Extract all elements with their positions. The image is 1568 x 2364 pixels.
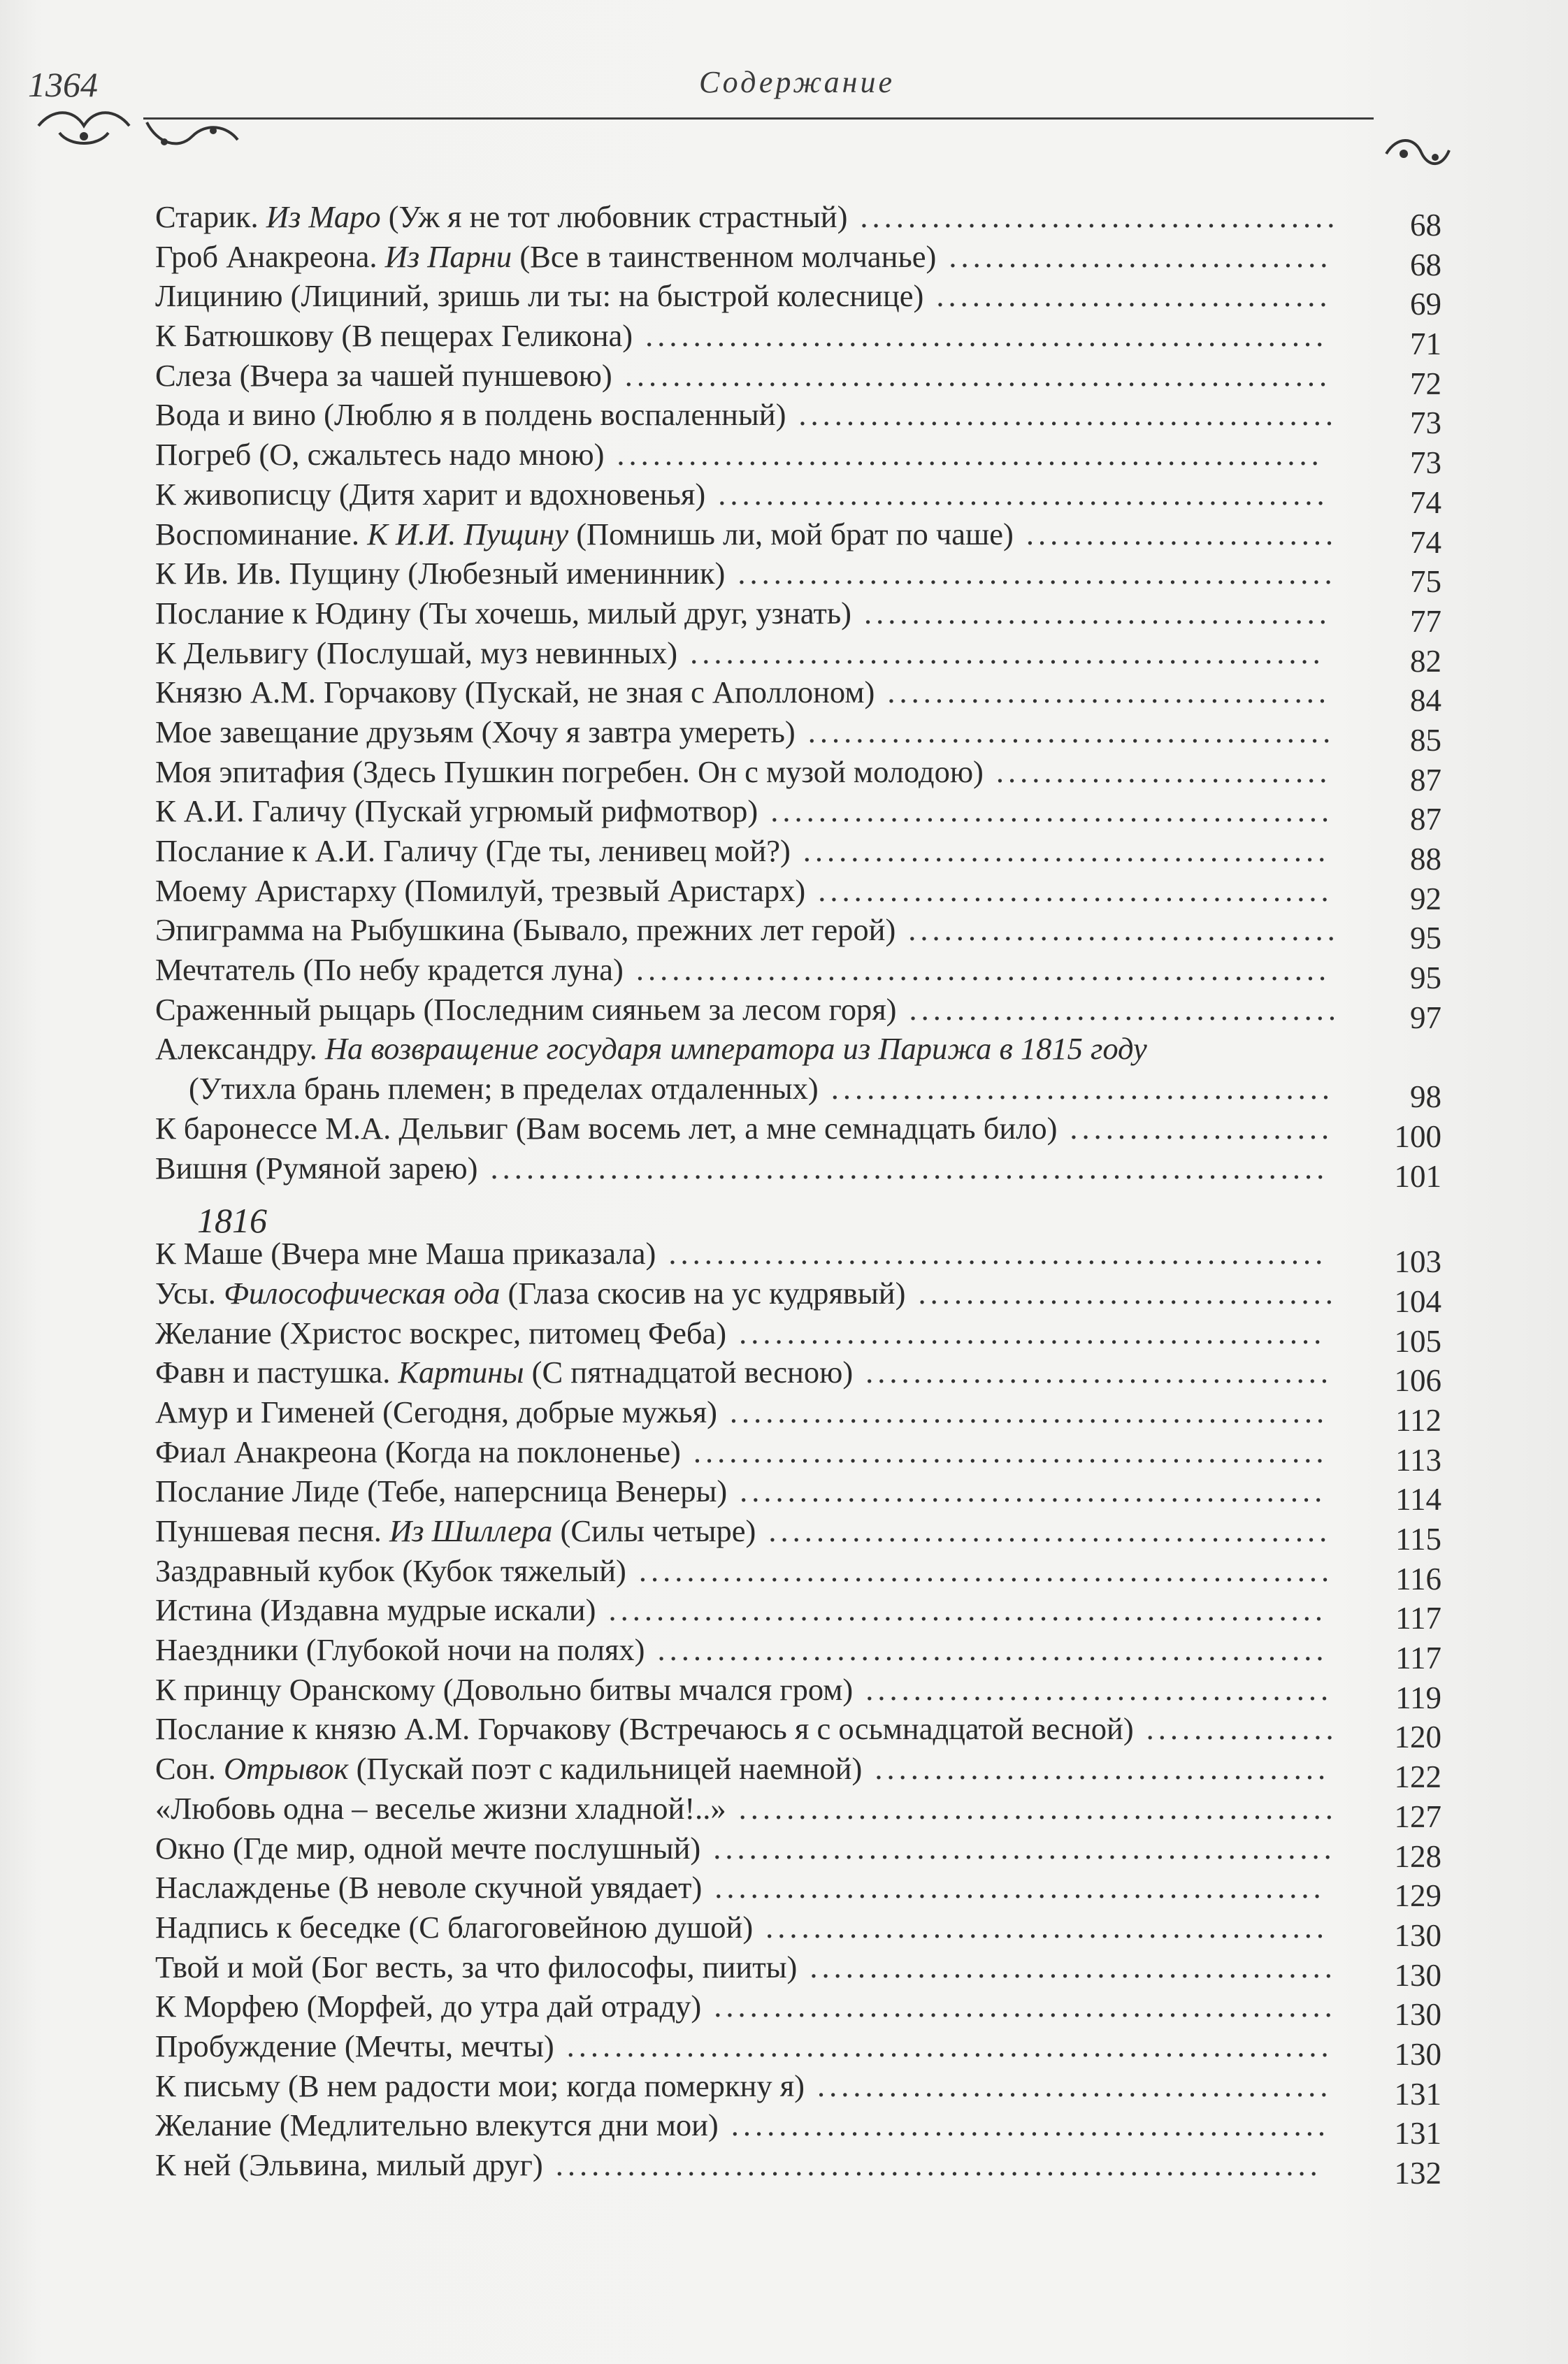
toc-entry-title-text: Фиал Анакреона (Когда на поклоненье) (155, 1434, 681, 1469)
toc-entry-title (155, 356, 612, 396)
dot-leader: .................................... (908, 912, 1339, 948)
toc-entry-page: 114 (1395, 1482, 1441, 1518)
toc-entry-title-text: Усы. (155, 1275, 216, 1311)
table-of-contents (155, 197, 1441, 2191)
toc-entry (155, 1908, 1441, 1953)
toc-entry-title-text: К ней (Эльвина, милый друг) (155, 2147, 543, 2182)
toc-entry (155, 1947, 1441, 1993)
toc-entry (155, 2026, 1441, 2072)
running-head: Содержание (699, 65, 896, 99)
toc-entry-title-text: Послание к князю А.М. Горчакову (Встречаюсь я с осьмнадцатой весной) (155, 1711, 1134, 1747)
toc-entry (155, 554, 1441, 600)
toc-entry-page: 74 (1410, 484, 1441, 520)
toc-entry (155, 1313, 1441, 1359)
toc-entry-page: 87 (1410, 762, 1441, 798)
toc-entry-title (155, 990, 897, 1030)
toc-entry-page: 130 (1394, 1997, 1441, 2033)
toc-entry-title (155, 593, 851, 633)
toc-entry-title (155, 316, 633, 356)
toc-entry-title-text: Гроб Анакреона. (155, 238, 377, 274)
toc-entry-title-text: Сраженный рыцарь (Последним сияньем за лесом горя) (155, 991, 897, 1027)
dot-leader: ........................................... (818, 872, 1333, 908)
dot-leader: .......................................... (830, 1071, 1334, 1107)
toc-entry-title (155, 1987, 701, 2026)
toc-entry (155, 1709, 1441, 1755)
toc-entry-title (155, 475, 705, 514)
toc-entry-italic-text: Картины (390, 1355, 524, 1390)
toc-entry-title (155, 950, 624, 990)
dot-leader: ..................................................... (690, 635, 1325, 670)
toc-entry-italic-text: Из Маро (258, 199, 381, 234)
toc-entry-page: 131 (1394, 2116, 1441, 2152)
toc-entry-title-text: Вода и вино (Люблю я в полдень воспаленный) (155, 397, 786, 433)
toc-entry-italic-text: К И.И. Пущину (359, 516, 569, 552)
dot-leader: ................................................. (739, 1315, 1326, 1350)
header-rule (143, 117, 1374, 120)
toc-entry (155, 395, 1441, 441)
toc-entry-subtitle-text: (Уж я не тот любовник страстный) (380, 199, 848, 234)
toc-entry-title (155, 2145, 543, 2185)
toc-entry-page: 129 (1394, 1878, 1441, 1914)
dot-leader: ......................................................... (645, 318, 1328, 354)
toc-entry-title (155, 1148, 477, 1188)
toc-entry (155, 1274, 1441, 1319)
toc-entry-page: 130 (1394, 1917, 1441, 1953)
toc-entry-page: 74 (1410, 524, 1441, 560)
toc-entry-title (155, 831, 791, 871)
toc-entry (155, 1630, 1441, 1676)
toc-entry-title (155, 1551, 626, 1591)
toc-entry-italic-text: Из Парни (377, 238, 512, 274)
dot-leader: ....................................... (865, 1671, 1333, 1707)
toc-entry-title (155, 910, 896, 950)
dot-leader: ........................................................... (617, 437, 1323, 473)
dot-leader: ...................................................................... (490, 1150, 1329, 1185)
toc-entry-page: 68 (1410, 247, 1441, 282)
toc-entry (155, 276, 1441, 322)
dot-leader: ........................................................ (657, 1632, 1328, 1668)
dot-leader: ........................................................... (624, 357, 1332, 393)
toc-entry (155, 2105, 1441, 2152)
toc-entry (155, 593, 1441, 639)
dot-leader: ................................................... (714, 1870, 1325, 1905)
toc-entry-title-text: Твой и мой (Бог весть, за что философы, пииты) (155, 1949, 798, 1984)
dot-leader: ................................................... (718, 476, 1329, 512)
toc-entry (155, 910, 1441, 956)
toc-entry-title (155, 1432, 681, 1472)
toc-entry-title-text: Мое завещание друзьям (Хочу я завтра умереть) (155, 714, 796, 749)
toc-entry-title (155, 1868, 702, 1908)
toc-entry-page: 73 (1410, 405, 1441, 441)
toc-entry-title (155, 1109, 1057, 1148)
toc-entry-title (155, 712, 796, 752)
toc-entry-page: 84 (1410, 683, 1441, 719)
ornament-flourish-icon (143, 115, 241, 157)
toc-entry-page: 82 (1410, 643, 1441, 679)
toc-entry-title-text: Фавн и пастушка. (155, 1355, 391, 1390)
toc-entry-title-text: Заздравный кубок (Кубок тяжелый) (155, 1552, 626, 1588)
toc-entry-page: 130 (1394, 2036, 1441, 2072)
toc-entry-page: 113 (1395, 1442, 1441, 1478)
dot-leader: ....................................... (864, 595, 1331, 630)
toc-entry-title (155, 1274, 905, 1313)
toc-entry (155, 712, 1441, 758)
dot-leader: .................................................. (729, 1394, 1329, 1429)
toc-entry-title-text: К Морфею (Морфей, до утра дай отраду) (155, 1989, 702, 2024)
toc-entry-title (155, 672, 875, 712)
toc-entry-italic-text: Отрывок (215, 1751, 349, 1787)
toc-entry-title-text: Моему Аристарху (Помилуй, трезвый Аристарх) (155, 872, 806, 908)
dot-leader: ............................................ (803, 833, 1330, 868)
toc-entry-page: 75 (1410, 564, 1441, 600)
toc-entry-title (155, 1947, 797, 1987)
dot-leader: ....................................... (865, 1355, 1333, 1390)
dot-leader: ........................................ (860, 199, 1339, 234)
toc-entry-title (155, 1353, 853, 1392)
toc-entry-title-text: Воспоминание. (155, 516, 360, 552)
toc-entry-subtitle-text: (Пускай поэт с кадильницей наемной) (348, 1751, 863, 1787)
toc-entry-page: 87 (1410, 802, 1441, 837)
toc-entry-title (155, 435, 604, 475)
toc-entry-title (155, 276, 923, 316)
toc-entry (155, 1670, 1441, 1715)
toc-entry-page: 115 (1395, 1522, 1441, 1557)
toc-entry (155, 950, 1441, 996)
toc-entry-page: 77 (1410, 603, 1441, 639)
toc-entry-title-text: Эпиграмма на Рыбушкина (Бывало, прежних лет герой) (155, 912, 896, 948)
toc-entry (155, 1511, 1441, 1557)
toc-entry (155, 1432, 1441, 1478)
dot-leader: .......................................................... (635, 952, 1331, 988)
toc-entry (155, 2145, 1441, 2191)
dot-leader: .................................... (909, 991, 1341, 1027)
dot-leader: ...................................... (875, 1751, 1330, 1787)
dot-leader: ................................................................ (566, 2028, 1333, 2063)
toc-entry (155, 1392, 1441, 1438)
dot-leader: ................................................. (740, 1473, 1327, 1509)
dot-leader: ................................. (936, 278, 1332, 314)
ornament-left-icon (31, 105, 136, 154)
toc-entry-page: 71 (1410, 326, 1441, 362)
dot-leader: ..................................................... (693, 1434, 1328, 1469)
toc-entry-title-text: Желание (Христос воскрес, питомец Феба) (155, 1315, 727, 1350)
dot-leader: .................................................. (738, 556, 1337, 591)
dot-leader: ................ (1146, 1711, 1338, 1747)
toc-entry (155, 831, 1441, 877)
toc-entry-page: 72 (1410, 366, 1441, 401)
toc-entry-page: 95 (1410, 960, 1441, 996)
toc-entry-title-text: Слеза (Вчера за чашей пуншевою) (155, 357, 612, 393)
toc-entry-title-text: К Дельвигу (Послушай, муз невинных) (155, 635, 678, 670)
toc-entry-title (155, 1670, 853, 1710)
toc-entry-title-text: Пуншевая песня. (155, 1513, 382, 1548)
toc-entry-subtitle-text: (Все в таинственном молчанье) (512, 238, 937, 274)
toc-entry-page: 128 (1394, 1838, 1441, 1874)
dot-leader: ............................................... (768, 1513, 1332, 1548)
toc-entry-subtitle-text: (Помнишь ли, мой брат по чаше) (568, 516, 1014, 552)
toc-entry (155, 356, 1441, 401)
toc-entry-title-text: К принцу Оранскому (Довольно битвы мчался гром) (155, 1671, 854, 1707)
toc-entry-page: 112 (1395, 1402, 1441, 1438)
toc-entry-page: 104 (1394, 1283, 1441, 1319)
toc-entry-italic-text: Из Шиллера (381, 1513, 553, 1548)
toc-entry-title-text: К Маше (Вчера мне Маша приказала) (155, 1236, 656, 1271)
toc-entry (155, 1029, 1441, 1069)
toc-entry-page: 95 (1410, 921, 1441, 956)
dot-leader: .......................... (1026, 516, 1338, 552)
toc-entry-title (155, 1471, 727, 1511)
toc-entry-title (155, 633, 677, 673)
toc-entry (155, 435, 1441, 481)
toc-entry (155, 1789, 1441, 1834)
toc-entry-title (155, 1709, 1134, 1749)
toc-entry-page: 132 (1394, 2156, 1441, 2191)
toc-entry-page: 105 (1394, 1323, 1441, 1359)
toc-entry (155, 514, 1441, 560)
toc-entry-title-text: Послание к Юдину (Ты хочешь, милый друг, узнать) (155, 595, 851, 630)
toc-entry-page: 100 (1394, 1118, 1441, 1154)
toc-entry-title (155, 1029, 1147, 1069)
toc-entry-page: 127 (1394, 1799, 1441, 1834)
toc-entry-subtitle-text: (Глаза скосив на ус кудрявый) (500, 1275, 906, 1311)
dot-leader: ............................................... (765, 1909, 1329, 1945)
toc-entry-title (155, 514, 1014, 554)
toc-entry (155, 990, 1441, 1035)
toc-entry-page: 131 (1394, 2076, 1441, 2112)
dot-leader: ....................................................... (668, 1236, 1328, 1271)
toc-entry (155, 1234, 1441, 1280)
page-number: 1364 (28, 65, 98, 104)
toc-entry-title-text: Моя эпитафия (Здесь Пушкин погребен. Он с музой молодою) (155, 754, 984, 789)
year-heading-row (155, 1188, 1441, 1241)
toc-entry (155, 871, 1441, 916)
toc-entry (155, 1829, 1441, 1874)
toc-entry-page: 130 (1394, 1957, 1441, 1993)
toc-entry-title-text: Пробуждение (Мечты, мечты) (155, 2028, 554, 2063)
toc-entry (155, 2066, 1441, 2112)
dot-leader: ..................................... (887, 675, 1330, 710)
toc-entry-title-text: Послание к А.И. Галичу (Где ты, ленивец мой?) (155, 833, 791, 868)
toc-entry-title-text: Сон. (155, 1751, 216, 1787)
toc-entry (155, 752, 1441, 798)
toc-entry-page: 98 (1410, 1079, 1441, 1115)
toc-entry-title-text: К живописцу (Дитя харит и вдохновенья) (155, 476, 706, 512)
toc-entry-title (155, 1313, 726, 1353)
toc-entry-page: 120 (1394, 1720, 1441, 1755)
toc-entry-title (155, 1511, 756, 1551)
toc-entry-page: 97 (1410, 1000, 1441, 1035)
toc-entry (155, 1148, 1441, 1194)
dot-leader: ................................................................ (555, 2147, 1322, 2182)
toc-entry-title (155, 197, 847, 237)
toc-entry-title (155, 1234, 656, 1274)
dot-leader: ............................................ (807, 714, 1335, 749)
toc-entry-page: 103 (1394, 1244, 1441, 1280)
toc-entry-title-text: Амур и Гименей (Сегодня, добрые мужья) (155, 1394, 717, 1429)
toc-entry-title (155, 791, 758, 831)
toc-entry-title (155, 752, 984, 792)
toc-entry-italic-text: На возвращение государя императора из Парижа в 1815 году (317, 1031, 1147, 1067)
toc-entry-title (155, 1908, 753, 1947)
toc-entry (155, 1109, 1441, 1154)
toc-entry (155, 633, 1441, 679)
toc-entry-title (189, 1069, 819, 1109)
dot-leader: .................................................. (738, 1790, 1337, 1826)
toc-entry-title-text: Александру. (155, 1031, 317, 1067)
toc-entry-title (155, 1630, 645, 1670)
toc-entry-title-text: Желание (Медлительно влекутся дни мои) (155, 2107, 719, 2143)
toc-entry (155, 1353, 1441, 1399)
toc-entry (155, 1551, 1441, 1597)
toc-entry-title-text: К письму (В нем радости мои; когда померкну я) (155, 2068, 805, 2103)
toc-entry-page: 85 (1410, 722, 1441, 758)
toc-entry-title-text: Старик. (155, 199, 259, 234)
toc-entry-title-text: Послание Лиде (Тебе, наперсница Венеры) (155, 1473, 728, 1509)
toc-entry-title-text: (Утихла брань племен; в пределах отдаленных) (189, 1071, 819, 1107)
toc-entry-page: 101 (1394, 1158, 1441, 1194)
toc-entry-title-text: Погреб (О, сжальтесь надо мною) (155, 437, 605, 473)
dot-leader: ............................................... (770, 793, 1334, 829)
toc-entry-page: 88 (1410, 842, 1441, 877)
toc-entry-title-text: Вишня (Румяной зарею) (155, 1150, 478, 1185)
toc-entry-title-text: Истина (Издавна мудрые искали) (155, 1592, 596, 1628)
toc-entry (155, 475, 1441, 520)
toc-entry (155, 1590, 1441, 1636)
toc-entry-title (155, 554, 725, 593)
toc-entry-title-text: Князю А.М. Горчакову (Пускай, не зная с Аполлоном) (155, 675, 875, 710)
toc-entry-title (155, 2105, 719, 2145)
dot-leader: .................................................. (731, 2107, 1330, 2143)
toc-entry-title (155, 1749, 862, 1789)
toc-entry (155, 1868, 1441, 1914)
toc-entry-page: 73 (1410, 445, 1441, 481)
toc-entry-title (155, 237, 936, 277)
toc-entry-page: 117 (1395, 1641, 1441, 1676)
toc-entry-title-text: К Батюшкову (В пещерах Геликона) (155, 318, 633, 354)
dot-leader: ............................................. (798, 397, 1338, 433)
toc-entry-title (155, 395, 786, 435)
toc-entry-italic-text: Философическая ода (215, 1275, 501, 1311)
toc-entry-title (155, 871, 805, 911)
toc-entry-title-text: Лицинию (Лициний, зришь ли ты: на быстрой колеснице) (155, 278, 924, 314)
toc-entry (155, 1987, 1441, 2033)
dot-leader: .................................................... (714, 1989, 1337, 2024)
toc-entry (155, 237, 1441, 282)
toc-entry-page: 117 (1395, 1601, 1441, 1636)
toc-entry-page: 68 (1410, 208, 1441, 243)
dot-leader: ...................... (1070, 1110, 1334, 1146)
toc-entry-title-text: Наездники (Глубокой ночи на полях) (155, 1632, 645, 1668)
dot-leader: ............................................ (810, 1949, 1337, 1984)
toc-entry (155, 316, 1441, 362)
dot-leader: .................................................... (713, 1830, 1336, 1866)
toc-entry-title-text: Наслажденье (В неволе скучной увядает) (155, 1870, 703, 1905)
toc-entry-title-text: «Любовь одна – веселье жизни хладной!..» (155, 1790, 726, 1826)
toc-entry-page: 122 (1394, 1759, 1441, 1795)
dot-leader: ................................... (918, 1275, 1337, 1311)
dot-leader: ........................................... (817, 2068, 1332, 2103)
toc-entry (155, 791, 1441, 837)
toc-entry (155, 1069, 1441, 1115)
toc-entry-title-text: Окно (Где мир, одной мечте послушный) (155, 1830, 701, 1866)
toc-entry-page: 69 (1410, 287, 1441, 322)
toc-entry-subtitle-text: (С пятнадцатой весною) (524, 1355, 854, 1390)
toc-entry-title (155, 1829, 700, 1868)
dot-leader: ................................ (949, 238, 1332, 274)
toc-entry-page: 116 (1395, 1561, 1441, 1597)
toc-entry-title (155, 1392, 717, 1432)
toc-entry-title-text: К баронессе М.А. Дельвиг (Вам восемь лет, а мне семнадцать било) (155, 1110, 1058, 1146)
toc-entry (155, 672, 1441, 719)
toc-entry-title-text: Надпись к беседке (С благоговейною душой) (155, 1909, 754, 1945)
toc-entry-title (155, 1789, 726, 1829)
toc-entry-title-text: Мечтатель (По небу крадется луна) (155, 952, 624, 988)
year-heading: 1816 (197, 1201, 267, 1241)
dot-leader: ............................................................ (608, 1592, 1327, 1628)
toc-entry-title (155, 1590, 596, 1630)
toc-entry-title (155, 2066, 805, 2106)
dot-leader: ............................ (995, 754, 1332, 789)
toc-entry-subtitle-text: (Силы четыре) (552, 1513, 756, 1548)
toc-entry-page: 106 (1394, 1363, 1441, 1399)
toc-entry-page: 119 (1395, 1680, 1441, 1715)
toc-entry-title (155, 2026, 554, 2066)
ornament-right-icon (1383, 133, 1453, 175)
dot-leader: .......................................................... (638, 1552, 1334, 1588)
toc-entry (155, 1471, 1441, 1518)
toc-entry-title-text: К Ив. Ив. Пущину (Любезный именинник) (155, 556, 726, 591)
toc-entry-page: 92 (1410, 881, 1441, 916)
toc-entry (155, 197, 1441, 243)
toc-entry-title-text: К А.И. Галичу (Пускай угрюмый рифмотвор) (155, 793, 758, 829)
toc-entry (155, 1749, 1441, 1795)
